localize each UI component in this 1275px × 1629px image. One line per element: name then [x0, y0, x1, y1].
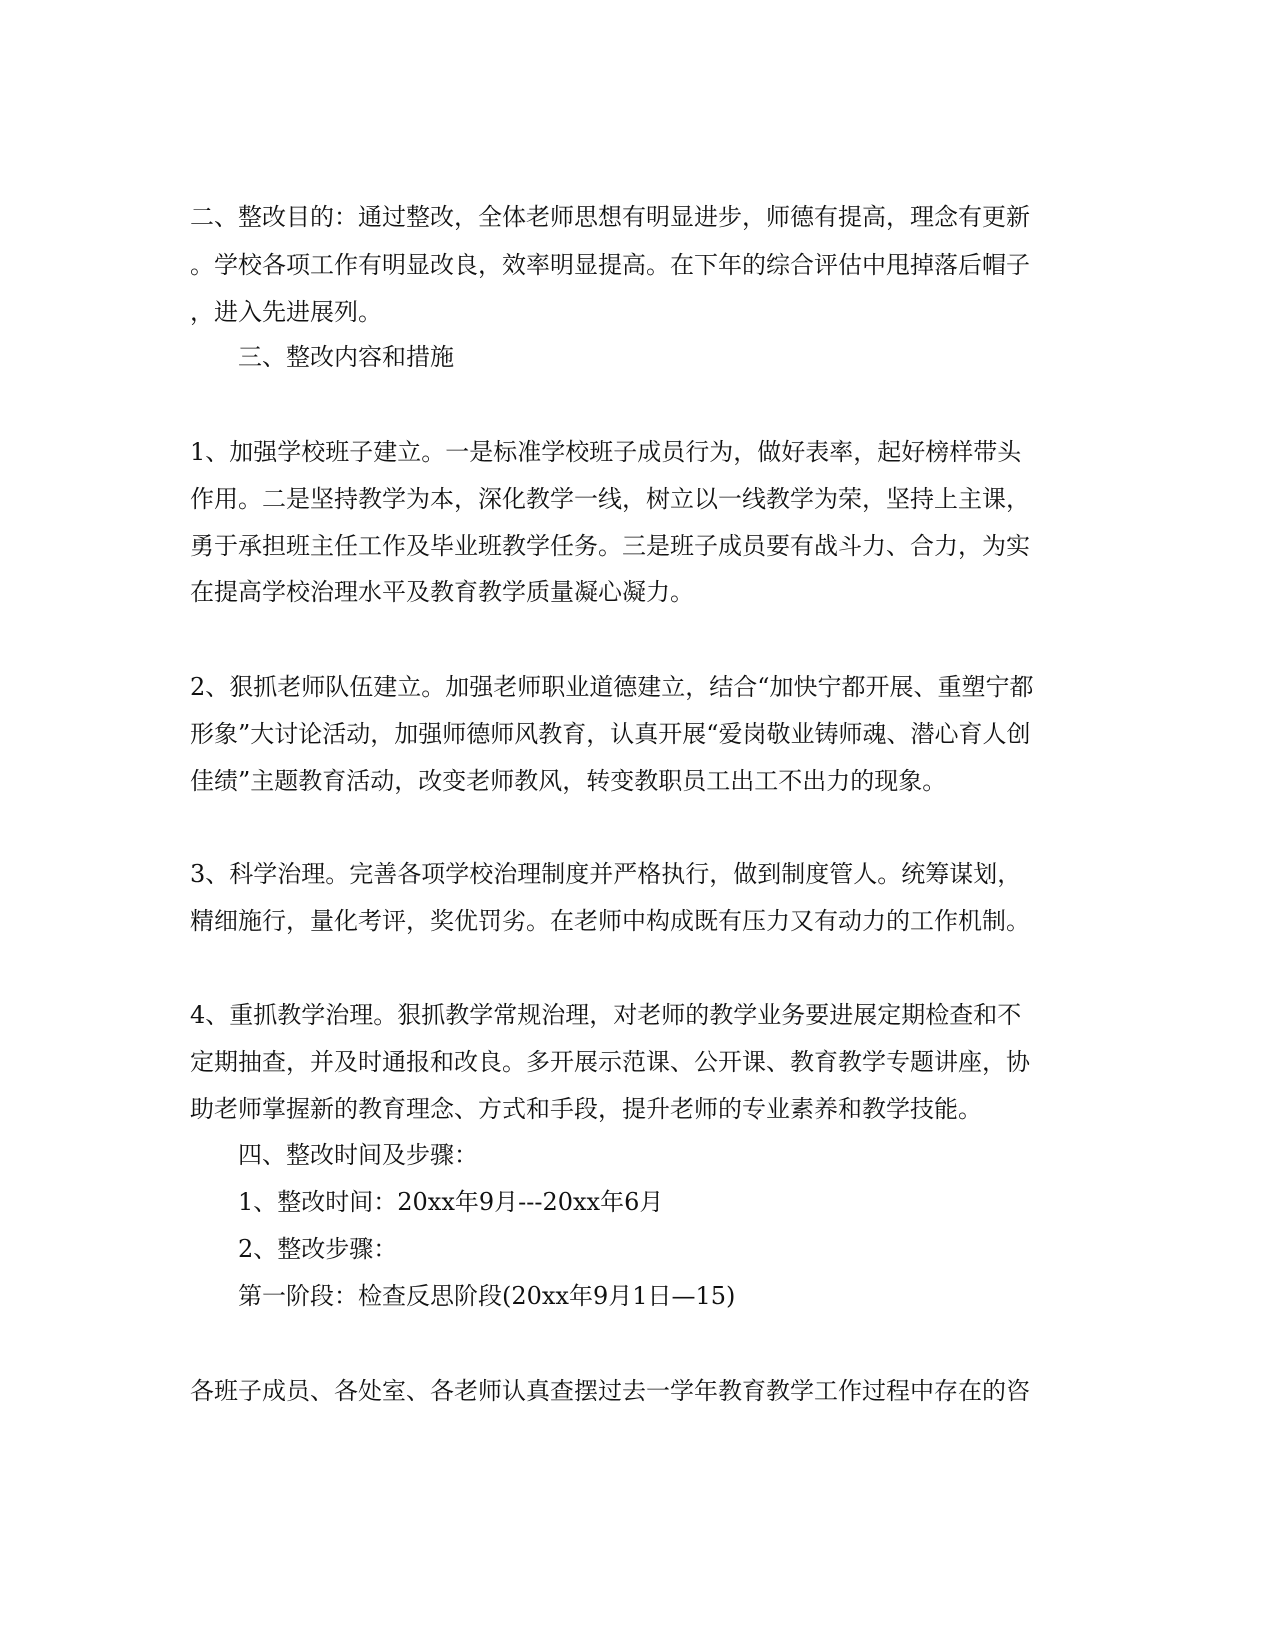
text-line: 精细施行，量化考评，奖优罚劣。在老师中构成既有压力又有动力的工作机制。 — [190, 907, 1030, 935]
text-line: ，进入先进展列。 — [190, 298, 382, 326]
text-line: 作用。二是坚持教学为本，深化教学一线，树立以一线教学为荣，坚持上主课， — [190, 485, 1030, 513]
text-line: 第一阶段：检查反思阶段(20xx年9月1日—15) — [238, 1282, 736, 1310]
text-line: 二、整改目的：通过整改，全体老师思想有明显进步，师德有提高，理念有更新 — [190, 203, 1030, 231]
text-line: 1、整改时间：20xx年9月---20xx年6月 — [238, 1188, 664, 1216]
section-heading: 三、整改内容和措施 — [238, 343, 454, 371]
text-line: 1、加强学校班子建立。一是标准学校班子成员行为，做好表率，起好榜样带头 — [190, 438, 1022, 466]
text-line: 在提高学校治理水平及教育教学质量凝心凝力。 — [190, 578, 694, 606]
text-line: 定期抽查，并及时通报和改良。多开展示范课、公开课、教育教学专题讲座，协 — [190, 1048, 1030, 1076]
text-line: 。学校各项工作有明显改良，效率明显提高。在下年的综合评估中甩掉落后帽子 — [190, 251, 1030, 279]
section-heading: 四、整改时间及步骤： — [238, 1141, 478, 1169]
text-line: 2、狠抓老师队伍建立。加强老师职业道德建立，结合“加快宁都开展、重塑宁都 — [190, 673, 1034, 701]
text-line: 助老师掌握新的教育理念、方式和手段，提升老师的专业素养和教学技能。 — [190, 1095, 982, 1123]
text-line: 各班子成员、各处室、各老师认真查摆过去一学年教育教学工作过程中存在的咨 — [190, 1377, 1030, 1405]
text-line: 勇于承担班主任工作及毕业班教学任务。三是班子成员要有战斗力、合力，为实 — [190, 532, 1030, 560]
text-line: 4、重抓教学治理。狠抓教学常规治理，对老师的教学业务要进展定期检查和不 — [190, 1001, 1022, 1029]
text-line: 3、科学治理。完善各项学校治理制度并严格执行，做到制度管人。统筹谋划， — [190, 860, 1022, 888]
text-line: 2、整改步骤： — [238, 1235, 398, 1263]
text-line: 佳绩”主题教育活动，改变老师教风，转变教职员工出工不出力的现象。 — [190, 767, 947, 795]
text-line: 形象”大讨论活动，加强师德师风教育，认真开展“爱岗敬业铸师魂、潜心育人创 — [190, 720, 1031, 748]
